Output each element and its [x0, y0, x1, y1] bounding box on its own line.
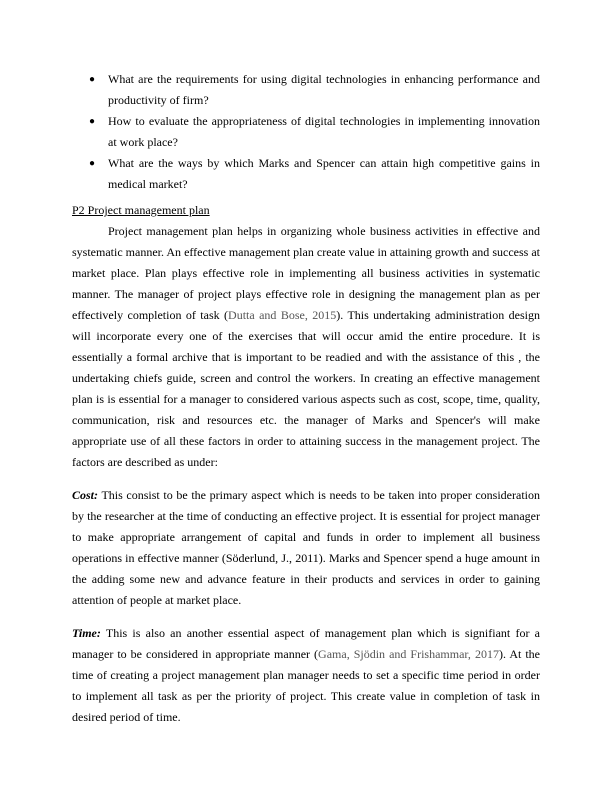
time-text-1: This is also an another essential aspect of management plan which is signifiant for a manager to be considered in appropriate manner ( — [72, 626, 540, 661]
cost-paragraph — [72, 485, 540, 611]
intro-text-1: Project management plan helps in organizing whole business activities in effective and systematic manner. An effective management plan create value in attaining growth and success at market place. Plan plays effective role in implementing all business activities in systematic manner. The manager of project plays effective role in designing the management plan as per effectively completion of task ( — [72, 224, 540, 322]
list-item — [72, 111, 540, 153]
bullet-icon: ● — [89, 116, 96, 127]
time-text-2: ). At the time of creating a project management plan manager needs to set a specific time period in order to implement all task as per the priority of project. This create value in completion of task in desired period of time. — [72, 647, 541, 724]
bullet-icon: ● — [89, 158, 96, 169]
list-item-text: What are the ways by which Marks and Spencer can attain high competitive gains in medical market? — [108, 156, 540, 191]
research-questions-list — [72, 69, 540, 195]
time-label: Time: — [72, 626, 101, 640]
cost-text: This consist to be the primary aspect which is needs to be taken into proper consideration by the researcher at the time of conducting an effective project. It is essential for project manager to make appropriate arrangement of capital and funds in order to implement all business operations in effective manner (Söderlund, J., 2011). Marks and Spencer spend a huge amount in the adding some new and advance feature in their products and services in order to gaining attention of people at market place. — [72, 488, 540, 607]
citation: Gama, Sjödin and Frishammar, 2017 — [318, 647, 499, 661]
intro-text-2: ). This undertaking administration design will incorporate every one of the exercises that will occur amid the entire procedure. It is essentially a formal archive that is important to be readied and with the assistance of this , the undertaking chiefs guide, screen and control the workers. In creating an effective management plan is is essential for a manager to considered various aspects such as cost, scope, time, quality, communication, risk and resources etc. the manager of Marks and Spencer's will make appropriate use of all these factors in order to attaining success in the management project. The factors are described as under: — [72, 308, 540, 469]
citation: Dutta and Bose, 2015 — [228, 308, 337, 322]
list-item-text: How to evaluate the appropriateness of digital technologies in implementing innovation at work place? — [108, 114, 540, 149]
section-heading: P2 Project management plan — [72, 203, 210, 217]
page-content — [72, 69, 540, 728]
list-item — [72, 153, 540, 195]
list-item-text: What are the requirements for using digital technologies in enhancing performance and productivity of firm? — [108, 72, 540, 107]
bullet-icon: ● — [89, 74, 96, 85]
cost-label: Cost: — [72, 488, 99, 502]
time-paragraph — [72, 623, 540, 728]
intro-paragraph — [72, 221, 540, 473]
list-item — [72, 69, 540, 111]
